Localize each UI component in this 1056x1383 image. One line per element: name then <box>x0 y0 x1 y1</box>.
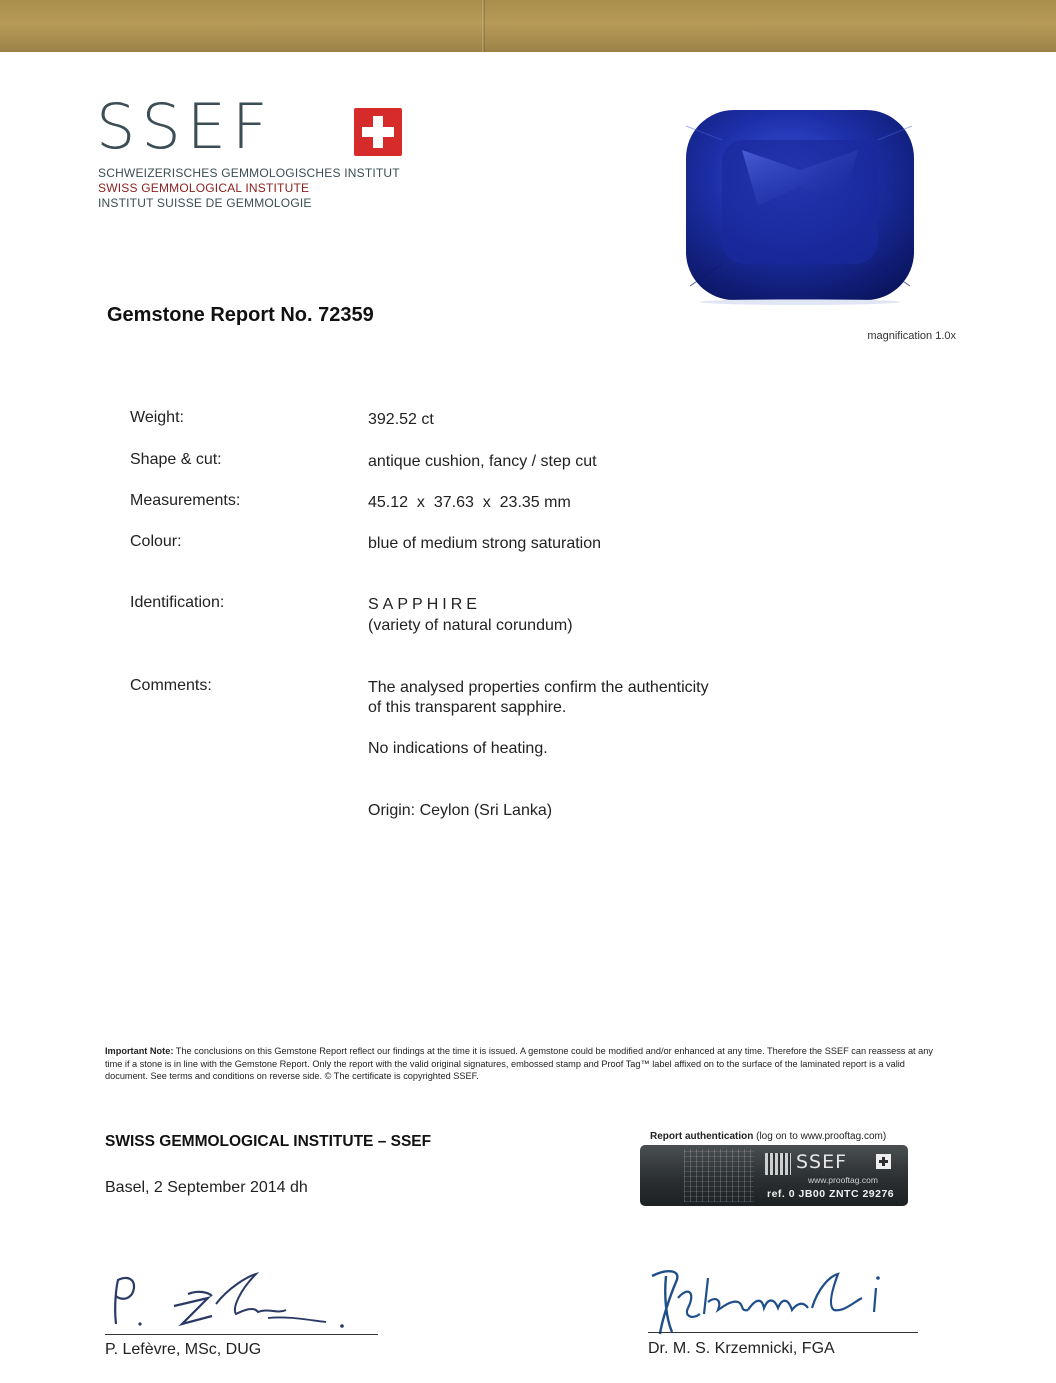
report-title: Gemstone Report No. 72359 <box>107 304 374 326</box>
logo-line-german: SCHWEIZERISCHES GEMMOLOGISCHES INSTITUT <box>98 166 400 180</box>
tag-ref: ref. 0 JB00 ZNTC 29276 <box>767 1188 895 1200</box>
sapphire-photo <box>682 106 918 306</box>
important-note-heading: Important Note: <box>105 1046 174 1056</box>
colour-label: Colour: <box>130 533 182 550</box>
important-note <box>105 1045 950 1083</box>
qr-code-icon <box>765 1153 791 1175</box>
logo-wordmark: SSEF <box>96 90 274 163</box>
institute-name: SWISS GEMMOLOGICAL INSTITUTE – SSEF <box>105 1133 432 1150</box>
logo-line-english: SWISS GEMMOLOGICAL INSTITUTE <box>98 181 310 195</box>
prooftag-label <box>640 1145 908 1206</box>
identification-sub: (variety of natural corundum) <box>368 617 573 634</box>
comments-label: Comments: <box>130 677 212 694</box>
important-note-body: The conclusions on this Gemstone Report reflect our findings at the time it is issued. A gemstone could be modified and/or enhanced at any time. Therefore the SSEF can reassess at any time if a stone is in line with the Gemstone Report. Only the report with the valid original signatures, embossed stamp and Proof Tag™ label affixed on to the surface of the laminated report is a valid document. See terms and conditions on reverse side. © The certificate is copyrighted SSEF. <box>105 1046 933 1081</box>
identification-value: SAPPHIRE <box>368 596 481 613</box>
prooftag-bubble-pattern <box>684 1149 754 1202</box>
shape-cut-value: antique cushion, fancy / step cut <box>368 453 597 470</box>
gold-top-band <box>0 0 1056 52</box>
comments-line-2: of this transparent sapphire. <box>368 699 567 716</box>
auth-label-bold: Report authentication <box>650 1131 754 1142</box>
measurements-value: 45.12 x 37.63 x 23.35 mm <box>368 494 571 511</box>
signature-right <box>648 1262 918 1338</box>
band-crease <box>482 0 485 52</box>
signature-line-right <box>648 1332 918 1333</box>
signature-left <box>108 1268 378 1336</box>
ssef-logo <box>96 90 416 214</box>
tag-url: www.prooftag.com <box>808 1175 878 1185</box>
comments-line-1: The analysed properties confirm the authenticity <box>368 679 709 696</box>
signer-left: P. Lefèvre, MSc, DUG <box>105 1341 262 1358</box>
weight-value: 392.52 ct <box>368 411 434 428</box>
tag-swiss-cross-icon <box>876 1154 891 1169</box>
auth-label <box>650 1131 886 1142</box>
weight-label: Weight: <box>130 409 184 426</box>
logo-line-french: INSTITUT SUISSE DE GEMMOLOGIE <box>98 196 312 210</box>
comments-origin: Origin: Ceylon (Sri Lanka) <box>368 802 553 819</box>
signature-line-left <box>105 1334 378 1335</box>
shape-cut-label: Shape & cut: <box>130 451 222 468</box>
place-date: Basel, 2 September 2014 dh <box>105 1179 308 1196</box>
swiss-cross-icon <box>354 108 402 156</box>
signer-right: Dr. M. S. Krzemnicki, FGA <box>648 1340 835 1357</box>
measurements-label: Measurements: <box>130 492 241 509</box>
colour-value: blue of medium strong saturation <box>368 535 602 552</box>
auth-label-rest: (log on to www.prooftag.com) <box>753 1131 887 1142</box>
identification-label: Identification: <box>130 594 225 611</box>
comments-heating: No indications of heating. <box>368 740 548 757</box>
tag-brand: SSEF <box>796 1151 848 1173</box>
image-caption: magnification 1.0x <box>867 330 956 342</box>
